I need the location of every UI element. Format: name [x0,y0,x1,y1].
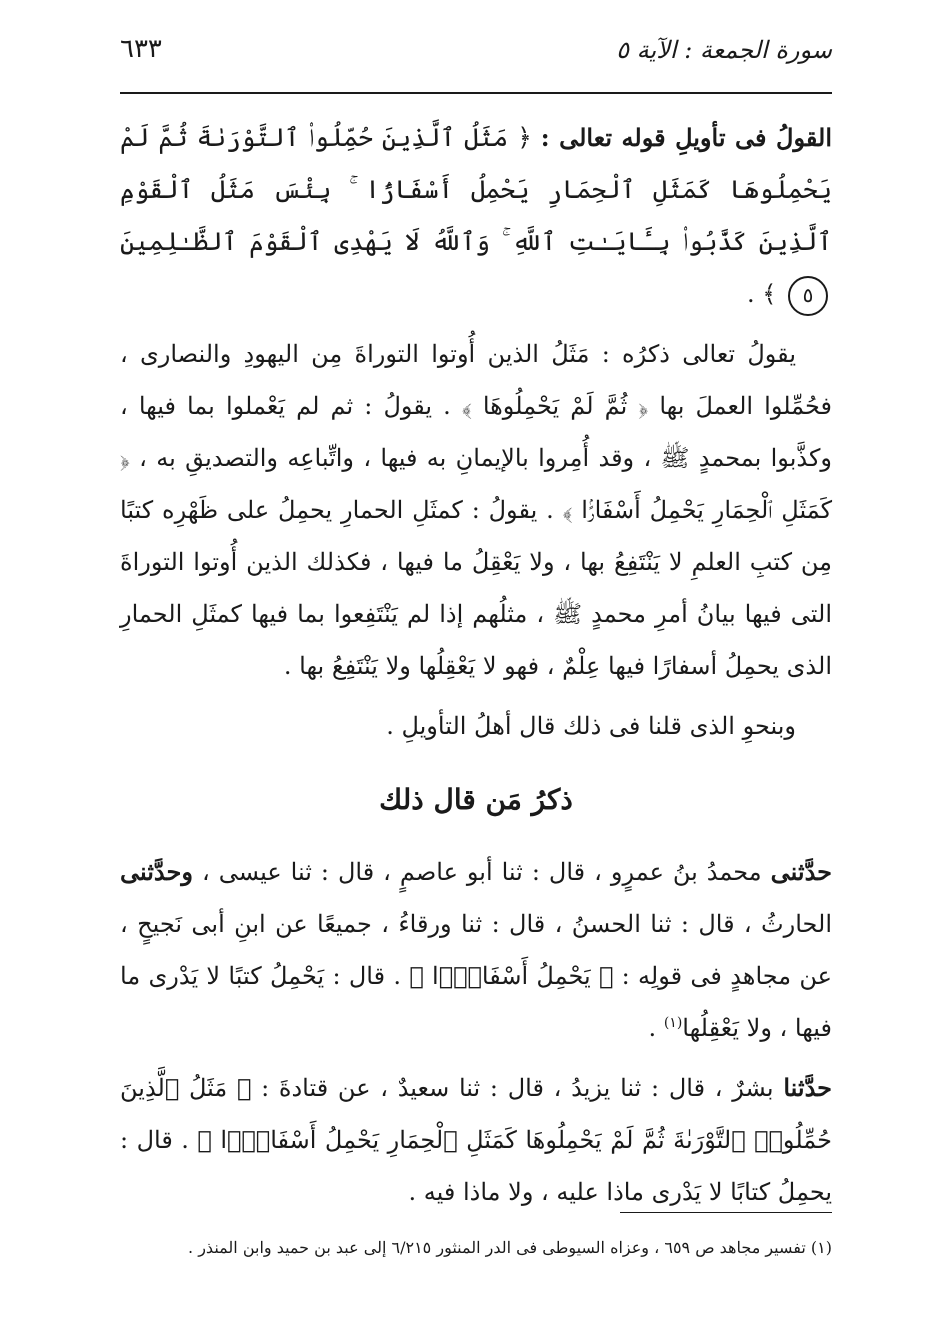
narration-lead-3: حدَّثنا [783,1073,832,1102]
narration-chain: محمدُ بنُ عمرٍو ، قال : ثنا أبو عاصمٍ ، قال : ثنا عيسى ، [201,858,762,886]
quran-verse: ﴿ مَثَلُ ٱلَّذِينَ حُمِّلُوا۟ ٱلتَّوْرَىٰةَ ثُمَّ لَمْ يَحْمِلُوهَا كَمَثَلِ ٱلْحِمَارِ يَحْمِلُ أَسْفَارًۢا ۚ بِئْسَ مَثَلُ ٱلْقَوْمِ ٱلَّذِينَ كَذَّبُوا۟ بِـَٔايَـٰتِ ٱللَّهِ ۚ وَٱللَّهُ لَا يَهْدِى ٱلْقَوْمَ ٱلظَّـٰلِمِينَ [120,123,832,256]
verse-number-badge: ٥ [788,276,828,316]
verse-paragraph [120,112,832,320]
narration-end: . [648,1014,664,1042]
page-number: ٦٣٣ [120,34,162,64]
verse-intro: القولُ فى تأويلِ قوله تعالى : [540,123,832,152]
footnote: (١) تفسير مجاهد ص ٦٥٩ ، وعزاه السيوطى فى الدر المنثور ٦/٢١٥ إلى عبد بن حميد وابن المنذر . [188,1238,832,1257]
page-header [120,28,832,88]
main-text [120,112,832,1226]
narration-lead: حدَّثنى [770,857,832,886]
verse-close: ﴾ . [747,280,777,308]
footnote-marker: (١) [663,1015,683,1031]
commentary-paragraph-2: وبنحوِ الذى قلنا فى ذلك قال أهلُ التأويلِ . [386,712,796,740]
narration-text: الحارثُ ، قال : ثنا الحسنُ ، قال : ثنا ورقاءُ ، جميعًا عن ابنِ أبى نَجيحٍ ، عن مجاهدٍ فى قولِه : ﴿ يَحْمِلُ أَسْفَارًۢا ﴾ . قال : يَحْمِلُ كتبًا لا يَدْرى ما فيها ، ولا يَعْقِلُها [120,910,832,1042]
narration-paragraph-2 [120,1062,832,1218]
narration-paragraph-1 [120,846,832,1054]
footnote-rule [620,1212,832,1213]
section-heading: ذكرُ مَن قال ذلك [379,783,573,816]
narration-text-2: بشرٌ ، قال : ثنا يزيدُ ، قال : ثنا سعيدٌ ، عن قتادةَ : ﴿ مَثَلُ ٱلَّذِينَ حُمِّلُوا۟ ٱلتَّوْرَىٰةَ ثُمَّ لَمْ يَحْمِلُوهَا كَمَثَلِ ٱلْحِمَارِ يَحْمِلُ أَسْفَارًۢا ﴾ . قال : يحمِلُ كتابًا لا يَدْرى ماذا عليه ، ولا ماذا فيه . [120,1074,832,1206]
narration-lead-2: وحدَّثنى [120,857,193,886]
header-rule [120,92,832,94]
running-title: سورة الجمعة : الآية ٥ [616,36,832,64]
commentary-paragraph: يقولُ تعالى ذكرُه : مَثَلُ الذين أُوتوا التوراةَ مِن اليهودِ والنصارى ، فحُمِّلوا العملَ بها ﴿ ثُمَّ لَمْ يَحْمِلُوهَا ﴾ . يقولُ : ثم لم يَعْملوا بما فيها ، وكذَّبوا بمحمدٍ ﷺ ، وقد أُمِروا بالإيمانِ به فيها ، واتِّباعِه والتصديقِ به ، ﴿ كَمَثَلِ ٱلْحِمَارِ يَحْمِلُ أَسْفَارًۢا ﴾ . يقولُ : كمثَلِ الحمارِ يحمِلُ على ظَهْرِه كتبًا مِن كتبِ العلمِ لا يَنْتَفِعُ بها ، ولا يَعْقِلُ ما فيها ، فكذلك الذين أُوتوا التوراةَ التى فيها بيانُ أمرِ محمدٍ ﷺ ، مثلُهم إذا لم يَنْتَفِعوا بما فيها كمثَلِ الحمارِ الذى يحمِلُ أسفارًا فيها عِلْمٌ ، فهو لا يَعْقِلُها ولا يَنْتَفِعُ بها . [120,340,832,680]
